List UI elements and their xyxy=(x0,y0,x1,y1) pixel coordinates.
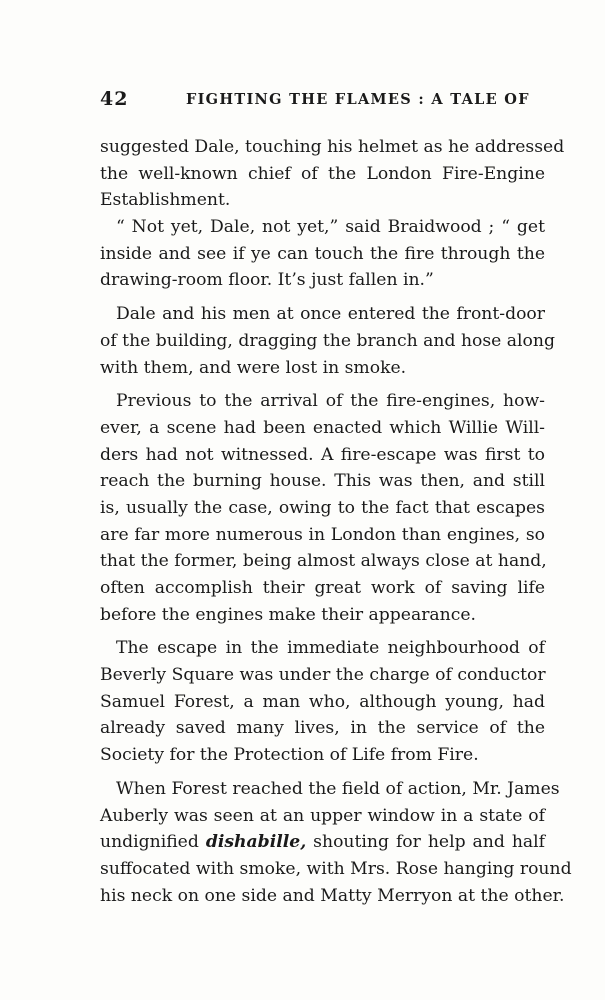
paragraph xyxy=(100,301,555,381)
italic-word: dishabille, xyxy=(205,832,307,853)
paragraph xyxy=(100,214,545,294)
text-line: Samuel Forest, a man who, although young, had xyxy=(100,691,545,712)
text-line: is, usually the case, owing to the fact that escapes xyxy=(100,497,545,518)
text-segment: shouting for help and half xyxy=(306,832,546,853)
text-line: Establishment. xyxy=(100,190,231,211)
text-line: Beverly Square was under the charge of conductor xyxy=(100,665,546,686)
text-line: with them, and were lost in smoke. xyxy=(100,357,407,378)
text-line: suffocated with smoke, with Mrs. Rose hanging round xyxy=(100,858,572,879)
body-text xyxy=(100,134,572,909)
text-line: Auberly was seen at an upper window in a state of xyxy=(100,805,545,826)
paragraph xyxy=(100,776,572,909)
text-line: ders had not witnessed. A fire-escape was first to xyxy=(100,444,545,465)
text-line: Previous to the arrival of the fire-engines, how- xyxy=(116,391,545,412)
text-line: the well-known chief of the London Fire-Engine xyxy=(100,163,545,184)
paragraph xyxy=(100,388,545,628)
running-title: FIGHTING THE FLAMES : A TALE OF xyxy=(186,91,530,108)
paragraph xyxy=(100,134,565,214)
text-line: reach the burning house. This was then, and still xyxy=(100,471,545,492)
text-line: “ Not yet, Dale, not yet,” said Braidwood ; “ get xyxy=(116,217,545,238)
text-line: Society for the Protection of Life from Fire. xyxy=(100,745,479,766)
text-line: suggested Dale, touching his helmet as he addressed xyxy=(100,137,565,157)
text-line: Dale and his men at once entered the front-door xyxy=(116,304,545,325)
text-line: inside and see if ye can touch the fire through the xyxy=(100,243,545,264)
page-number: 42 xyxy=(100,88,129,110)
text-line-with-italic xyxy=(100,829,545,856)
text-line: his neck on one side and Matty Merryon at the other. xyxy=(100,885,565,906)
text-line: The escape in the immediate neighbourhood of xyxy=(116,638,545,659)
text-line: often accomplish their great work of saving life xyxy=(100,578,545,598)
text-line: that the former, being almost always close at hand, xyxy=(100,551,547,572)
text-line: drawing-room floor. It’s just fallen in.” xyxy=(100,270,434,291)
text-line: before the engines make their appearance. xyxy=(100,604,476,625)
text-line: ever, a scene had been enacted which Willie Will- xyxy=(100,417,545,438)
paragraph xyxy=(100,635,545,768)
text-line: already saved many lives, in the service of the xyxy=(100,718,545,739)
text-segment: undignified xyxy=(100,832,206,853)
text-line: When Forest reached the field of action, Mr. James xyxy=(116,778,560,799)
text-line: of the building, dragging the branch and hose along xyxy=(100,330,555,351)
page-header xyxy=(100,88,540,114)
text-line: are far more numerous in London than engines, so xyxy=(100,524,545,545)
